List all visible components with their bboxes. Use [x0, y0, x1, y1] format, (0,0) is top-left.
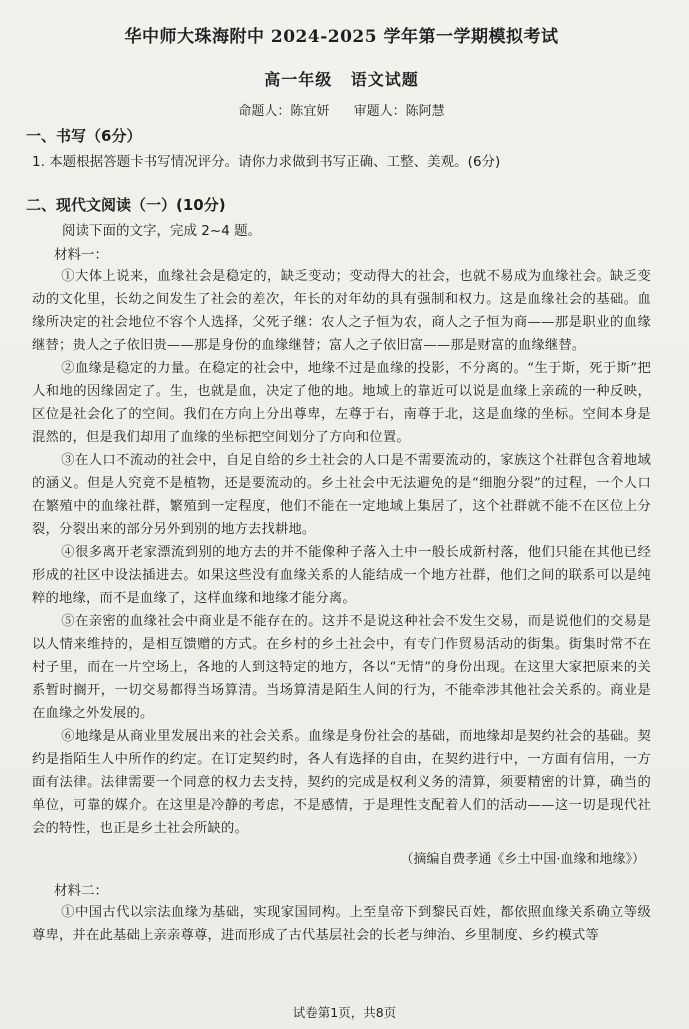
material-1-source: （摘编自费孝通《乡土中国·血缘和地缘》）	[400, 852, 645, 867]
section-1-heading: 一、书写（6分）	[26, 127, 142, 145]
paragraph-3: ③在人口不流动的社会中，自足自给的乡土社会的人口是不需要流动的，家族这个社群包含着地域的涵义。但是人究竟不是植物，还是要流动的。乡土社会中无法避免的是“细胞分裂”的过程，一个人口在繁殖中的血缘社群，繁殖到一定程度，他们不能在一定地域上集居了，这个社群就不能不在区位上分裂，分裂出来的部分另外到别的地方去找耕地。	[32, 453, 651, 537]
paragraph-2: ②血缘是稳定的力量。在稳定的社会中，地缘不过是血缘的投影，不分离的。“生于斯，死于斯”把人和地的因缘固定了。生，也就是血，决定了他的地。地域上的靠近可以说是血缘上亲疏的一种反映，区位是社会化了的空间。我们在方向上分出尊卑，左尊于右，南尊于北，这是血缘的坐标。空间本身是混然的，但是我们却用了血缘的坐标把空间划分了方向和位置。	[32, 361, 651, 445]
setter-name: 命题人：陈宜妍	[238, 104, 330, 119]
page-footer: 试卷第1页，共8页	[292, 1005, 397, 1020]
material-2-paragraph: ①中国古代以宗法血缘为基础，实现家国同构。上至皇帝下到黎民百姓，都依照血缘关系确立等级尊卑，并在此基础上亲亲尊尊，进而形成了古代基层社会的长老与绅治、乡里制度、乡约模式等	[32, 905, 651, 943]
paragraph-4: ④很多离开老家漂流到别的地方去的并不能像种子落入土中一般长成新村落，他们只能在其他已经形成的社区中设法插进去。如果这些没有血缘关系的人能结成一个地方社群，他们之间的联系可以是纯粹的地缘，而不是血缘了，这样血缘和地缘才能分离。	[32, 545, 651, 606]
material-2-label: 材料二：	[54, 883, 108, 899]
exam-subtitle	[32, 67, 651, 90]
paragraph-5: ⑤在亲密的血缘社会中商业是不能存在的。这并不是说这种社会不发生交易，而是说他们的交易是以人情来维持的，是相互馈赠的方式。在乡村的乡土社会中，有专门作贸易活动的街集。街集时常不在村子里，而在一片空场上，各地的人到这特定的地方，各以“无情”的身份出现。在这里大家把原来的关系暂时搁开，一切交易都得当场算清。当场算清是陌生人间的行为，不能牵涉其他社会关系的。商业是在血缘之外发展的。	[32, 614, 651, 721]
reviewer-name: 审题人：陈阿慧	[353, 104, 445, 119]
grade-label: 高一年级	[264, 70, 333, 89]
subject-label: 语文试题	[350, 70, 419, 89]
paragraph-1: ①大体上说来，血缘社会是稳定的，缺乏变动；变动得大的社会，也就不易成为血缘社会。缺乏变动的文化里，长幼之间发生了社会的差次，年长的对年幼的具有强制和权力。这是血缘社会的基础。血缘所决定的社会地位不容个人选择，父死子继：农人之子恒为农，商人之子恒为商——那是职业的血缘继替；贵人之子依旧贵——那是身份的血缘继替；富人之子依旧富——那是财富的血缘继替。	[32, 269, 651, 353]
paragraph-6: ⑥地缘是从商业里发展出来的社会关系。血缘是身份社会的基础，而地缘却是契约社会的基础。契约是指陌生人中所作的约定。在订定契约时，各人有选择的自由，在契约进行中，一方面有信用，一方面有法律。法律需要一个同意的权力去支持，契约的完成是权利义务的清算，须要精密的计算，确当的单位，可靠的媒介。在这里是冷静的考虑，不是感情，于是理性支配着人们的活动——这一切是现代社会的特性，也正是乡土社会所缺的。	[32, 729, 651, 836]
question-1: 1. 本题根据答题卡书写情况评分。请你力求做到书写正确、工整、美观。(6分)	[32, 154, 501, 170]
authors-line	[32, 100, 651, 119]
material-1-label: 材料一：	[54, 247, 108, 263]
exam-title: 华中师大珠海附中 2024-2025 学年第一学期模拟考试	[124, 27, 559, 47]
section-2-heading: 二、现代文阅读（一）(10分)	[26, 196, 226, 214]
reading-instruction: 阅读下面的文字，完成 2~4 题。	[62, 223, 262, 239]
